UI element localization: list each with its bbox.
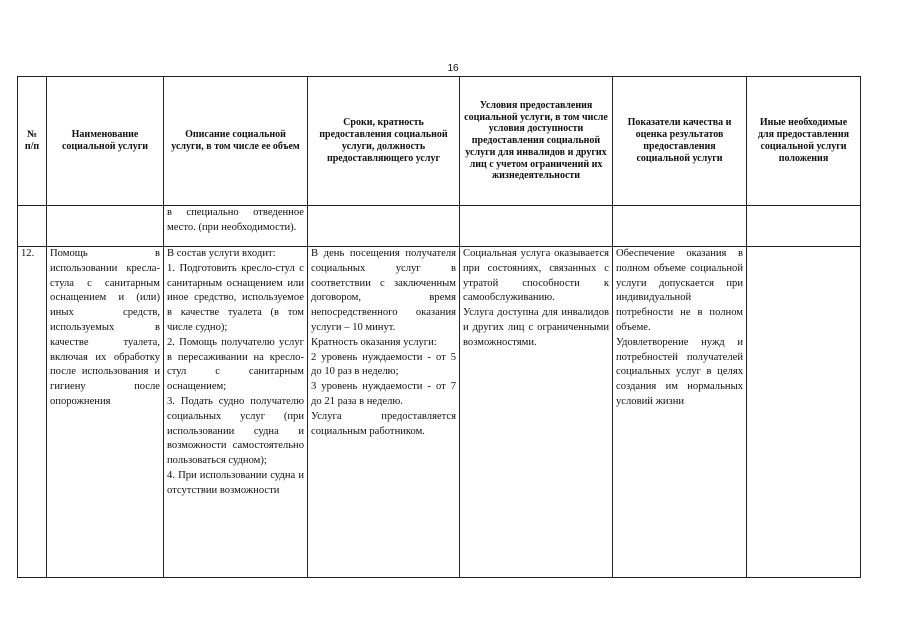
row-terms: В день посещения получателя социальных услуг в соответствии с заключенным договором, время непосредственного оказания услуги – 10 минут. Кратность оказания услуги: 2 уровень нуждаемости - от 5 до 10 раз в неделю; 3 уровень нуждаемости - от 7 до 21 раза в неделю. Услуга предоставляется социальным работником. xyxy=(308,247,460,578)
cont-terms xyxy=(308,206,460,247)
cont-num xyxy=(18,206,47,247)
table-row xyxy=(18,247,861,578)
header-num: № п/п xyxy=(18,77,47,206)
header-quality: Показатели качества и оценка результатов предоставления социальной услуги xyxy=(613,77,747,206)
cont-quality xyxy=(613,206,747,247)
services-table xyxy=(17,76,861,578)
header-other: Иные необходимые для предоставления социальной услуги положения xyxy=(747,77,861,206)
cont-description: в специально отведенное место. (при необходимости). xyxy=(164,206,308,247)
page-number: 16 xyxy=(447,63,459,74)
row-conditions: Социальная услуга оказывается при состояниях, связанных с утратой способности к самообслуживанию. Услуга доступна для инвалидов и других лиц с ограниченными возможностями. xyxy=(460,247,613,578)
row-num: 12. xyxy=(18,247,47,578)
header-conditions: Условия предоставления социальной услуги, в том числе условия доступности предоставления социальной услуги для инвалидов и других лиц с учетом ограничений их жизнедеятельности xyxy=(460,77,613,206)
row-other xyxy=(747,247,861,578)
cont-conditions xyxy=(460,206,613,247)
row-description: В состав услуги входит: 1. Подготовить кресло-стул с санитарным оснащением или иное средство, используемое в качестве туалета (в том числе судно); 2. Помощь получателю услуг в пересаживании на кресло-стул с санитарным оснащением; 3. Подать судно получателю социальных услуг (при использовании судна и возможности самостоятельно пользоваться судном); 4. При использовании судна и отсутствии возможности xyxy=(164,247,308,578)
header-name: Наименование социальной услуги xyxy=(47,77,164,206)
continuation-row xyxy=(18,206,861,247)
cont-name xyxy=(47,206,164,247)
row-name: Помощь в использовании кресла-стула с санитарным оснащением и (или) иных средств, используемых в качестве туалета, включая их обработку после использования и гигиену после опорожнения xyxy=(47,247,164,578)
header-description: Описание социальной услуги, в том числе ее объем xyxy=(164,77,308,206)
row-quality: Обеспечение оказания в полном объеме социальной услуги допускается при индивидуальной потребности не в полном объеме. Удовлетворение нужд и потребностей получателей социальных услуг в целях создания им нормальных условий жизни xyxy=(613,247,747,578)
cont-other xyxy=(747,206,861,247)
header-terms: Сроки, кратность предоставления социальной услуги, должность предоставляющего услуг xyxy=(308,77,460,206)
header-row xyxy=(18,77,861,206)
